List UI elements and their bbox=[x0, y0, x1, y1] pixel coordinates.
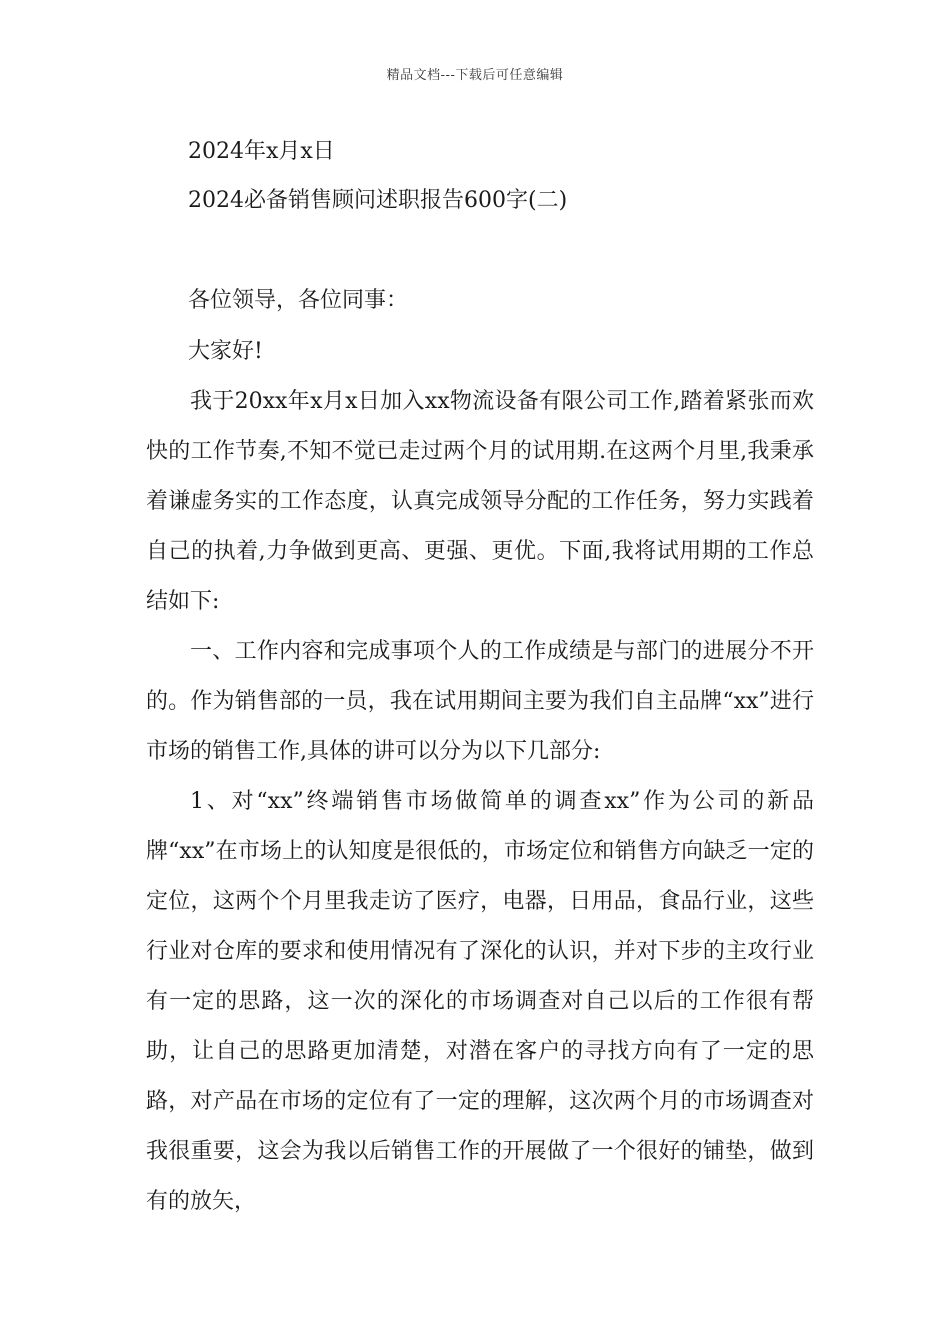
document-title: 2024必备销售顾问述职报告600字(二) bbox=[188, 188, 568, 213]
page-header-watermark: 精品文档---下载后可任意编辑 bbox=[386, 68, 564, 83]
document-date: 2024年x月x日 bbox=[188, 139, 335, 164]
body-paragraph-section-one: 一、工作内容和完成事项个人的工作成绩是与部门的进展分不开的。作为销售部的一员，我在试用期间主要为我们自主品牌“xx”进行市场的销售工作,具体的讲可以分为以下几部分: bbox=[146, 639, 814, 764]
body-paragraph-item-one: 1、对“xx”终端销售市场做简单的调查xx”作为公司的新品牌“xx”在市场上的认知度是很低的，市场定位和销售方向缺乏一定的定位，这两个个月里我走访了医疗，电器，日用品，食品行业，这些行业对仓库的要求和使用情况有了深化的认识，并对下步的主攻行业有一定的思路，这一次的深化的市场调查对自己以后的工作很有帮助，让自己的思路更加清楚，对潜在客户的寻找方向有了一定的思路，对产品在市场的定位有了一定的理解，这次两个月的市场调查对我很重要，这会为我以后销售工作的开展做了一个很好的铺垫，做到有的放矢， bbox=[146, 789, 814, 1214]
greeting: 各位领导，各位同事： bbox=[188, 288, 409, 313]
hello-line: 大家好! bbox=[188, 339, 263, 364]
body-paragraph-intro: 我于20xx年x月x日加入xx物流设备有限公司工作,踏着紧张而欢快的工作节奏,不知不觉已走过两个月的试用期.在这两个月里,我秉承着谦虚务实的工作态度，认真完成领导分配的工作任务，努力实践着自己的执着,力争做到更高、更强、更优。下面,我将试用期的工作总结如下: bbox=[146, 389, 814, 614]
